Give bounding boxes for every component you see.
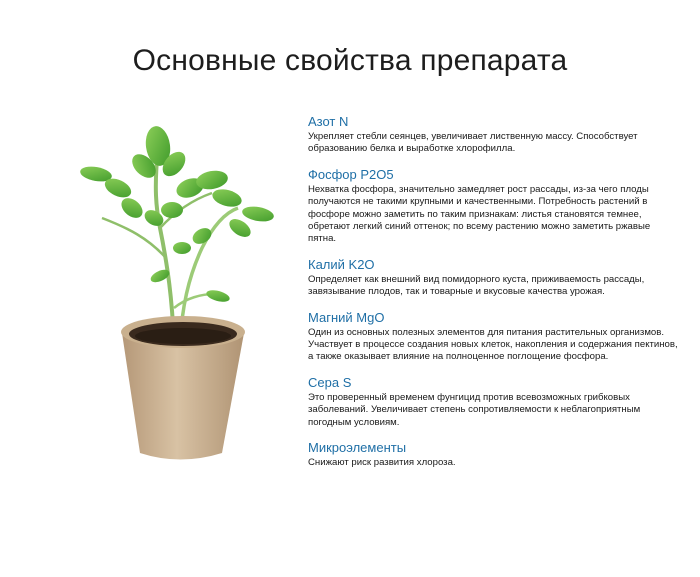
section-heading: Фосфор P2O5 [308,166,394,182]
section-text: Определяет как внешний вид помидорного куста, приживаемость рассады, завязывание плодов, так и товарные и вкусовые качества урожая. [308,273,645,298]
section-nitrogen [308,114,678,156]
section-potassium [308,257,678,299]
section-text: Один из основных полезных элементов для питания растительных организмов. Участвует в процессе создания новых клеток, накопления и содержания пектинов, а также оказывает влияние на полноценное поглощение фосфора. [308,326,678,363]
section-sulfur [308,375,678,429]
section-heading: Микроэлементы [308,440,407,456]
section-heading: Азот N [308,114,349,129]
section-text: Нехватка фосфора, значительно замедляет рост рассады, из-за чего плоды получаются не такими крупными и качественными. Потребность растений в фосфоре можно заметить по таким признакам: листья становятся темнее, обретают легкий синий оттенок; по всему растению можно заметить ржавые пятна. [308,183,651,245]
properties-list [308,114,678,481]
section-text: Снижают риск развития хлороза. [308,457,456,469]
section-heading: Сера S [308,374,352,390]
section-heading: Магний MgO [308,309,385,325]
section-microelements [308,440,678,469]
page-title: Основные свойства препарата [132,44,568,77]
section-text: Это проверенный временем фунгицид против всевозможных грибковых заболеваний. Увеличивает степень сопротивляемости к неблагоприятным погодным условиям. [308,391,641,428]
section-text: Укрепляет стебли сеянцев, увеличивает лиственную массу. Способствует образованию белка и выработке хлорофилла. [308,131,638,155]
section-phosphorus [308,167,678,246]
section-magnesium [308,310,678,364]
section-heading: Калий K2O [308,256,375,272]
seedling-in-peat-pot-image [62,118,292,468]
